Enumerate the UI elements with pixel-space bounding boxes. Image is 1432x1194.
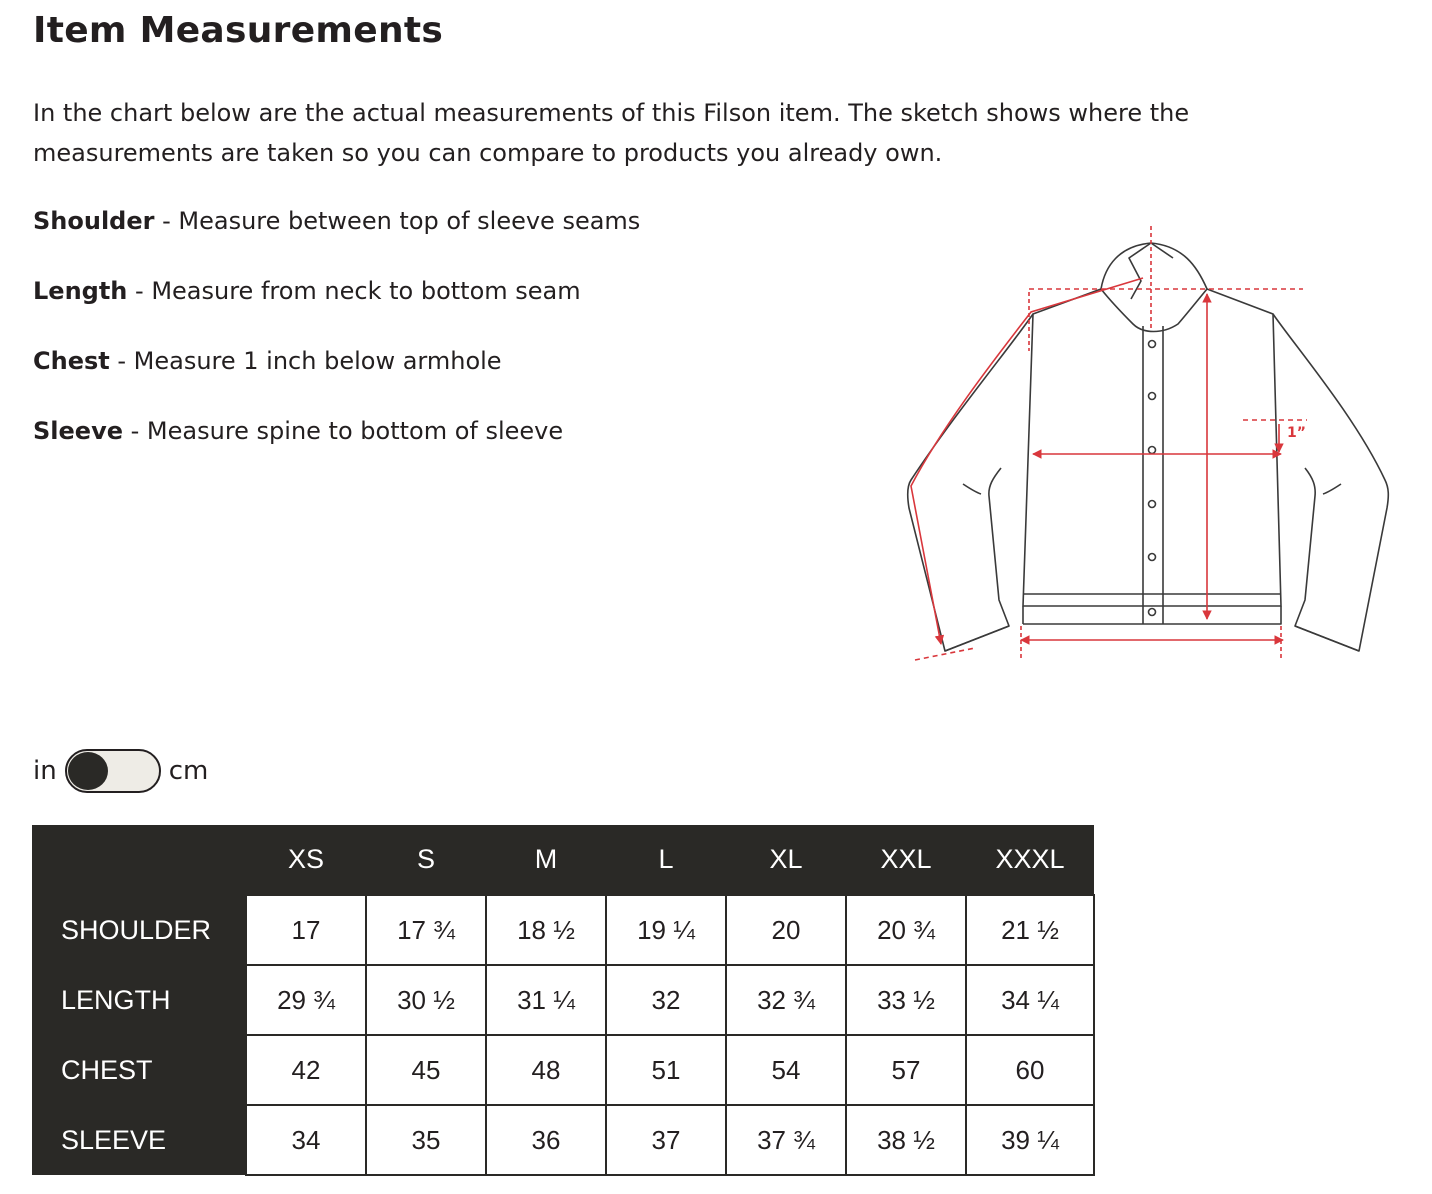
size-chart-table xyxy=(32,825,1095,1176)
definition-chest xyxy=(33,341,640,411)
table-cell: 48 xyxy=(486,1035,606,1105)
size-header: XXL xyxy=(846,825,966,895)
definition-term: Chest xyxy=(33,347,110,375)
size-header: M xyxy=(486,825,606,895)
table-cell: 37 xyxy=(606,1105,726,1175)
page-title: Item Measurements xyxy=(33,10,444,51)
row-label: SHOULDER xyxy=(32,895,246,965)
table-header-row xyxy=(32,825,1094,895)
table-cell: 51 xyxy=(606,1035,726,1105)
size-header: XL xyxy=(726,825,846,895)
table-cell: 19 ¼ xyxy=(606,895,726,965)
definition-length xyxy=(33,271,640,341)
intro-text: In the chart below are the actual measurements of this Filson item. The sketch shows where the measurements are taken so you can compare to products you already own. xyxy=(33,99,1190,167)
table-cell: 39 ¼ xyxy=(966,1105,1094,1175)
table-corner xyxy=(32,825,246,895)
table-cell: 42 xyxy=(246,1035,366,1105)
definition-text: - Measure 1 inch below armhole xyxy=(109,347,502,375)
table-cell: 32 ¾ xyxy=(726,965,846,1035)
table-cell: 18 ½ xyxy=(486,895,606,965)
table-cell: 34 xyxy=(246,1105,366,1175)
table-cell: 36 xyxy=(486,1105,606,1175)
row-label: LENGTH xyxy=(32,965,246,1035)
table-cell: 21 ½ xyxy=(966,895,1094,965)
jacket-outline xyxy=(908,243,1389,651)
table-row xyxy=(32,895,1094,965)
unit-label-cm[interactable]: cm xyxy=(168,756,209,786)
table-cell: 29 ¾ xyxy=(246,965,366,1035)
definition-text: - Measure spine to bottom of sleeve xyxy=(123,417,564,445)
definition-sleeve xyxy=(33,411,640,481)
table-cell: 38 ½ xyxy=(846,1105,966,1175)
size-header: L xyxy=(606,825,726,895)
measurement-guides xyxy=(911,226,1307,660)
definition-text: - Measure between top of sleeve seams xyxy=(154,207,641,235)
table-cell: 32 xyxy=(606,965,726,1035)
table-cell: 20 ¾ xyxy=(846,895,966,965)
row-label: SLEEVE xyxy=(32,1105,246,1175)
table-cell: 35 xyxy=(366,1105,486,1175)
definition-term: Length xyxy=(33,277,128,305)
table-cell: 37 ¾ xyxy=(726,1105,846,1175)
table-row xyxy=(32,965,1094,1035)
switch-knob xyxy=(68,752,108,790)
measurement-definitions xyxy=(33,201,640,481)
table-cell: 17 xyxy=(246,895,366,965)
one-inch-label: 1” xyxy=(1287,425,1306,441)
table-cell: 45 xyxy=(366,1035,486,1105)
unit-toggle xyxy=(33,746,208,796)
table-cell: 20 xyxy=(726,895,846,965)
definition-term: Sleeve xyxy=(33,417,123,445)
unit-label-in[interactable]: in xyxy=(33,756,57,786)
unit-switch[interactable] xyxy=(65,749,161,793)
definition-text: - Measure from neck to bottom seam xyxy=(127,277,581,305)
table-cell: 54 xyxy=(726,1035,846,1105)
size-header: XXXL xyxy=(966,825,1094,895)
table-cell: 57 xyxy=(846,1035,966,1105)
table-row xyxy=(32,1105,1094,1175)
definition-term: Shoulder xyxy=(33,207,155,235)
table-cell: 31 ¼ xyxy=(486,965,606,1035)
table-cell: 17 ¾ xyxy=(366,895,486,965)
row-label: CHEST xyxy=(32,1035,246,1105)
size-header: S xyxy=(366,825,486,895)
table-cell: 33 ½ xyxy=(846,965,966,1035)
definition-shoulder xyxy=(33,201,640,271)
table-cell: 60 xyxy=(966,1035,1094,1105)
jacket-measurement-sketch xyxy=(893,196,1413,686)
table-cell: 30 ½ xyxy=(366,965,486,1035)
table-cell: 34 ¼ xyxy=(966,965,1094,1035)
size-header: XS xyxy=(246,825,366,895)
table-row xyxy=(32,1035,1094,1105)
